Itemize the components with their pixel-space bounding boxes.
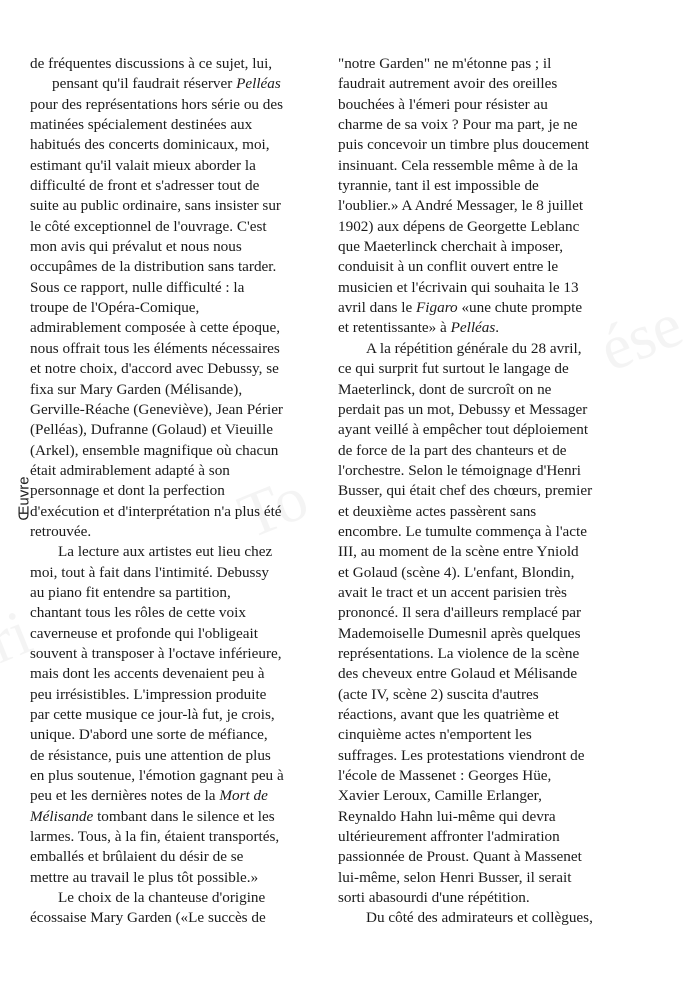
text-line: pensant qu'il faudrait réserver Pelléas xyxy=(52,75,281,93)
text-line: Le choix de la chanteuse d'origine xyxy=(58,889,266,907)
text-line: mais dont les accents devenaient peu à xyxy=(30,665,265,683)
left-text-column xyxy=(30,54,330,929)
text-line: musicien et l'écrivain qui souhaita le 13 xyxy=(338,278,579,296)
text-line: insinuant. Cela ressemble même à de la xyxy=(338,156,578,174)
text-line: La lecture aux artistes eut lieu chez xyxy=(58,543,273,561)
text-line: Xavier Leroux, Camille Erlanger, xyxy=(338,787,542,805)
text-line: de résistance, puis une attention de plus xyxy=(30,746,271,764)
text-line: et deuxième actes passèrent sans xyxy=(338,502,537,520)
text-line: en plus soutenue, l'émotion gagnant peu à xyxy=(30,767,284,785)
text-line: passionnée de Proust. Quant à Massenet xyxy=(338,848,582,866)
emphasis-text: Mélisande xyxy=(30,807,94,825)
text-line: des cheveux entre Golaud et Mélisande xyxy=(338,665,578,683)
text-line: que Maeterlinck cherchait à imposer, xyxy=(338,238,563,256)
text-line: retrouvée. xyxy=(30,522,92,540)
text-line: lui-même, selon Henri Busser, il serait xyxy=(338,868,572,886)
text-line: Mélisande tombant dans le silence et les xyxy=(30,807,275,825)
text-line: Gerville-Réache (Geneviève), Jean Périer xyxy=(30,400,283,418)
text-line: unique. D'abord une sorte de méfiance, xyxy=(30,726,268,744)
text-line: écossaise Mary Garden («Le succès de xyxy=(30,909,266,927)
text-line: 1902) aux dépens de Georgette Leblanc xyxy=(338,217,580,235)
text-line: caverneuse et profonde qui l'obligeait xyxy=(30,624,258,642)
text-line: troupe de l'Opéra-Comique, xyxy=(30,299,200,317)
text-line: (acte IV, scène 2) suscita d'autres xyxy=(338,685,539,703)
text-line: (Pelléas), Dufranne (Golaud) et Vieuille xyxy=(30,421,273,439)
text-line: fixa sur Mary Garden (Mélisande), xyxy=(30,380,243,398)
text-line: (Arkel), ensemble magnifique où chacun xyxy=(30,441,279,459)
text-line: de force de la part des chanteurs et de xyxy=(338,441,567,459)
text-line: l'orchestre. Selon le témoignage d'Henri xyxy=(338,461,581,479)
text-line: puis concevoir un timbre plus doucement xyxy=(338,136,589,154)
text-line: Sous ce rapport, nulle difficulté : la xyxy=(30,278,245,296)
text-line: occupâmes de la distribution sans tarder. xyxy=(30,258,277,276)
text-line: peu et les dernières notes de la Mort de xyxy=(30,787,268,805)
text-line: admirablement composée à cette époque, xyxy=(30,319,281,337)
text-line: larmes. Tous, à la fin, étaient transportés, xyxy=(30,828,280,846)
text-line: l'oublier.» A André Messager, le 8 juillet xyxy=(338,197,584,215)
text-line: A la répétition générale du 28 avril, xyxy=(366,339,582,357)
emphasis-text: Figaro xyxy=(416,299,458,317)
text-line: mettre au travail le plus tôt possible.» xyxy=(30,868,259,886)
text-line: et retentissante» à Pelléas. xyxy=(338,319,500,337)
text-line: mon avis qui prévalut et nous nous xyxy=(30,238,242,256)
text-line: Reynaldo Hahn lui-même qui devra xyxy=(338,807,556,825)
text-line: difficulté de front et s'adresser tout de xyxy=(30,177,260,195)
text-line: Mademoiselle Dumesnil après quelques xyxy=(338,624,581,642)
side-section-label: Œuvre xyxy=(15,476,33,521)
text-line: suffrages. Les protestations viendront de xyxy=(338,746,585,764)
text-line: moi, tout à fait dans l'intimité. Debussy xyxy=(30,563,269,581)
text-line: le côté exceptionnel de l'ouvrage. C'est xyxy=(30,217,267,235)
text-line: prononcé. Il sera d'ailleurs remplacé par xyxy=(338,604,582,622)
text-line: ayant veillé à empêcher tout déploiement xyxy=(338,421,589,439)
text-line: et notre choix, d'accord avec Debussy, se xyxy=(30,360,279,378)
text-line: encombre. Le tumulte commença à l'acte xyxy=(338,522,587,540)
right-text-column xyxy=(338,54,638,929)
text-line: réactions, avant que les quatrième et xyxy=(338,706,559,723)
text-line: Du côté des admirateurs et collègues, xyxy=(366,909,593,927)
text-line: Maeterlinck, dont de surcroît on ne xyxy=(338,380,552,398)
text-line: bouchées à l'émeri pour résister au xyxy=(338,95,548,113)
text-line: charme de sa voix ? Pour ma part, je ne xyxy=(338,116,578,134)
text-line: l'école de Massenet : Georges Hüe, xyxy=(338,767,552,785)
text-line: suite au public ordinaire, sans insister sur xyxy=(30,197,281,215)
text-line: habitués des concerts dominicaux, moi, xyxy=(30,136,270,154)
text-line: perdait pas un mot, Debussy et Messager xyxy=(338,400,588,418)
text-line: matinées spécialement destinées aux xyxy=(30,116,253,134)
text-line: faudrait autrement avoir des oreilles xyxy=(338,75,558,93)
text-line: III, au moment de la scène entre Yniold xyxy=(338,543,579,561)
emphasis-text: Mort de xyxy=(219,787,268,805)
text-line: cinquième actes n'emportent les xyxy=(338,726,532,744)
text-line: souvent à transposer à l'octave inférieure, xyxy=(30,644,282,662)
text-line: conduisit à un conflit ouvert entre le xyxy=(338,258,559,276)
text-line: ce qui surprit fut surtout le langage de xyxy=(338,360,569,378)
emphasis-text: Pelléas xyxy=(236,75,281,93)
text-line: personnage et dont la perfection xyxy=(30,482,225,500)
text-line: d'exécution et d'interprétation n'a plus été xyxy=(30,502,282,520)
text-line: de fréquentes discussions à ce sujet, lui, xyxy=(30,55,273,72)
text-line: ultérieurement affronter l'admiration xyxy=(338,828,560,846)
text-line: pour des représentations hors série ou des xyxy=(30,95,284,113)
text-line: estimant qu'il valait mieux aborder la xyxy=(30,156,256,174)
text-line: représentations. La violence de la scène xyxy=(338,644,580,662)
text-line: emballés et brûlaient du désir de se xyxy=(30,848,244,866)
text-line: et Golaud (scène 4). L'enfant, Blondin, xyxy=(338,563,575,581)
text-line: nous offrait tous les éléments nécessaires xyxy=(30,339,280,357)
text-line: chantant tous les rôles de cette voix xyxy=(30,604,246,622)
text-line: par cette musique ce jour-là fut, je crois, xyxy=(30,706,275,723)
text-line: "notre Garden" ne m'étonne pas ; il xyxy=(338,55,552,72)
text-line: tyrannie, tant il est impossible de xyxy=(338,177,539,195)
text-line: Busser, qui était chef des chœurs, premier xyxy=(338,482,593,500)
text-line: avait le tract et un accent parisien très xyxy=(338,583,567,601)
text-line: était admirablement adapté à son xyxy=(30,461,230,479)
emphasis-text: Pelléas xyxy=(450,319,496,337)
text-line: sorti abasourdi d'une répétition. xyxy=(338,889,530,907)
text-line: au piano fit entendre sa partition, xyxy=(30,583,231,601)
text-line: peu irrésistibles. L'impression produite xyxy=(30,685,267,703)
text-line: avril dans le Figaro «une chute prompte xyxy=(338,299,583,317)
